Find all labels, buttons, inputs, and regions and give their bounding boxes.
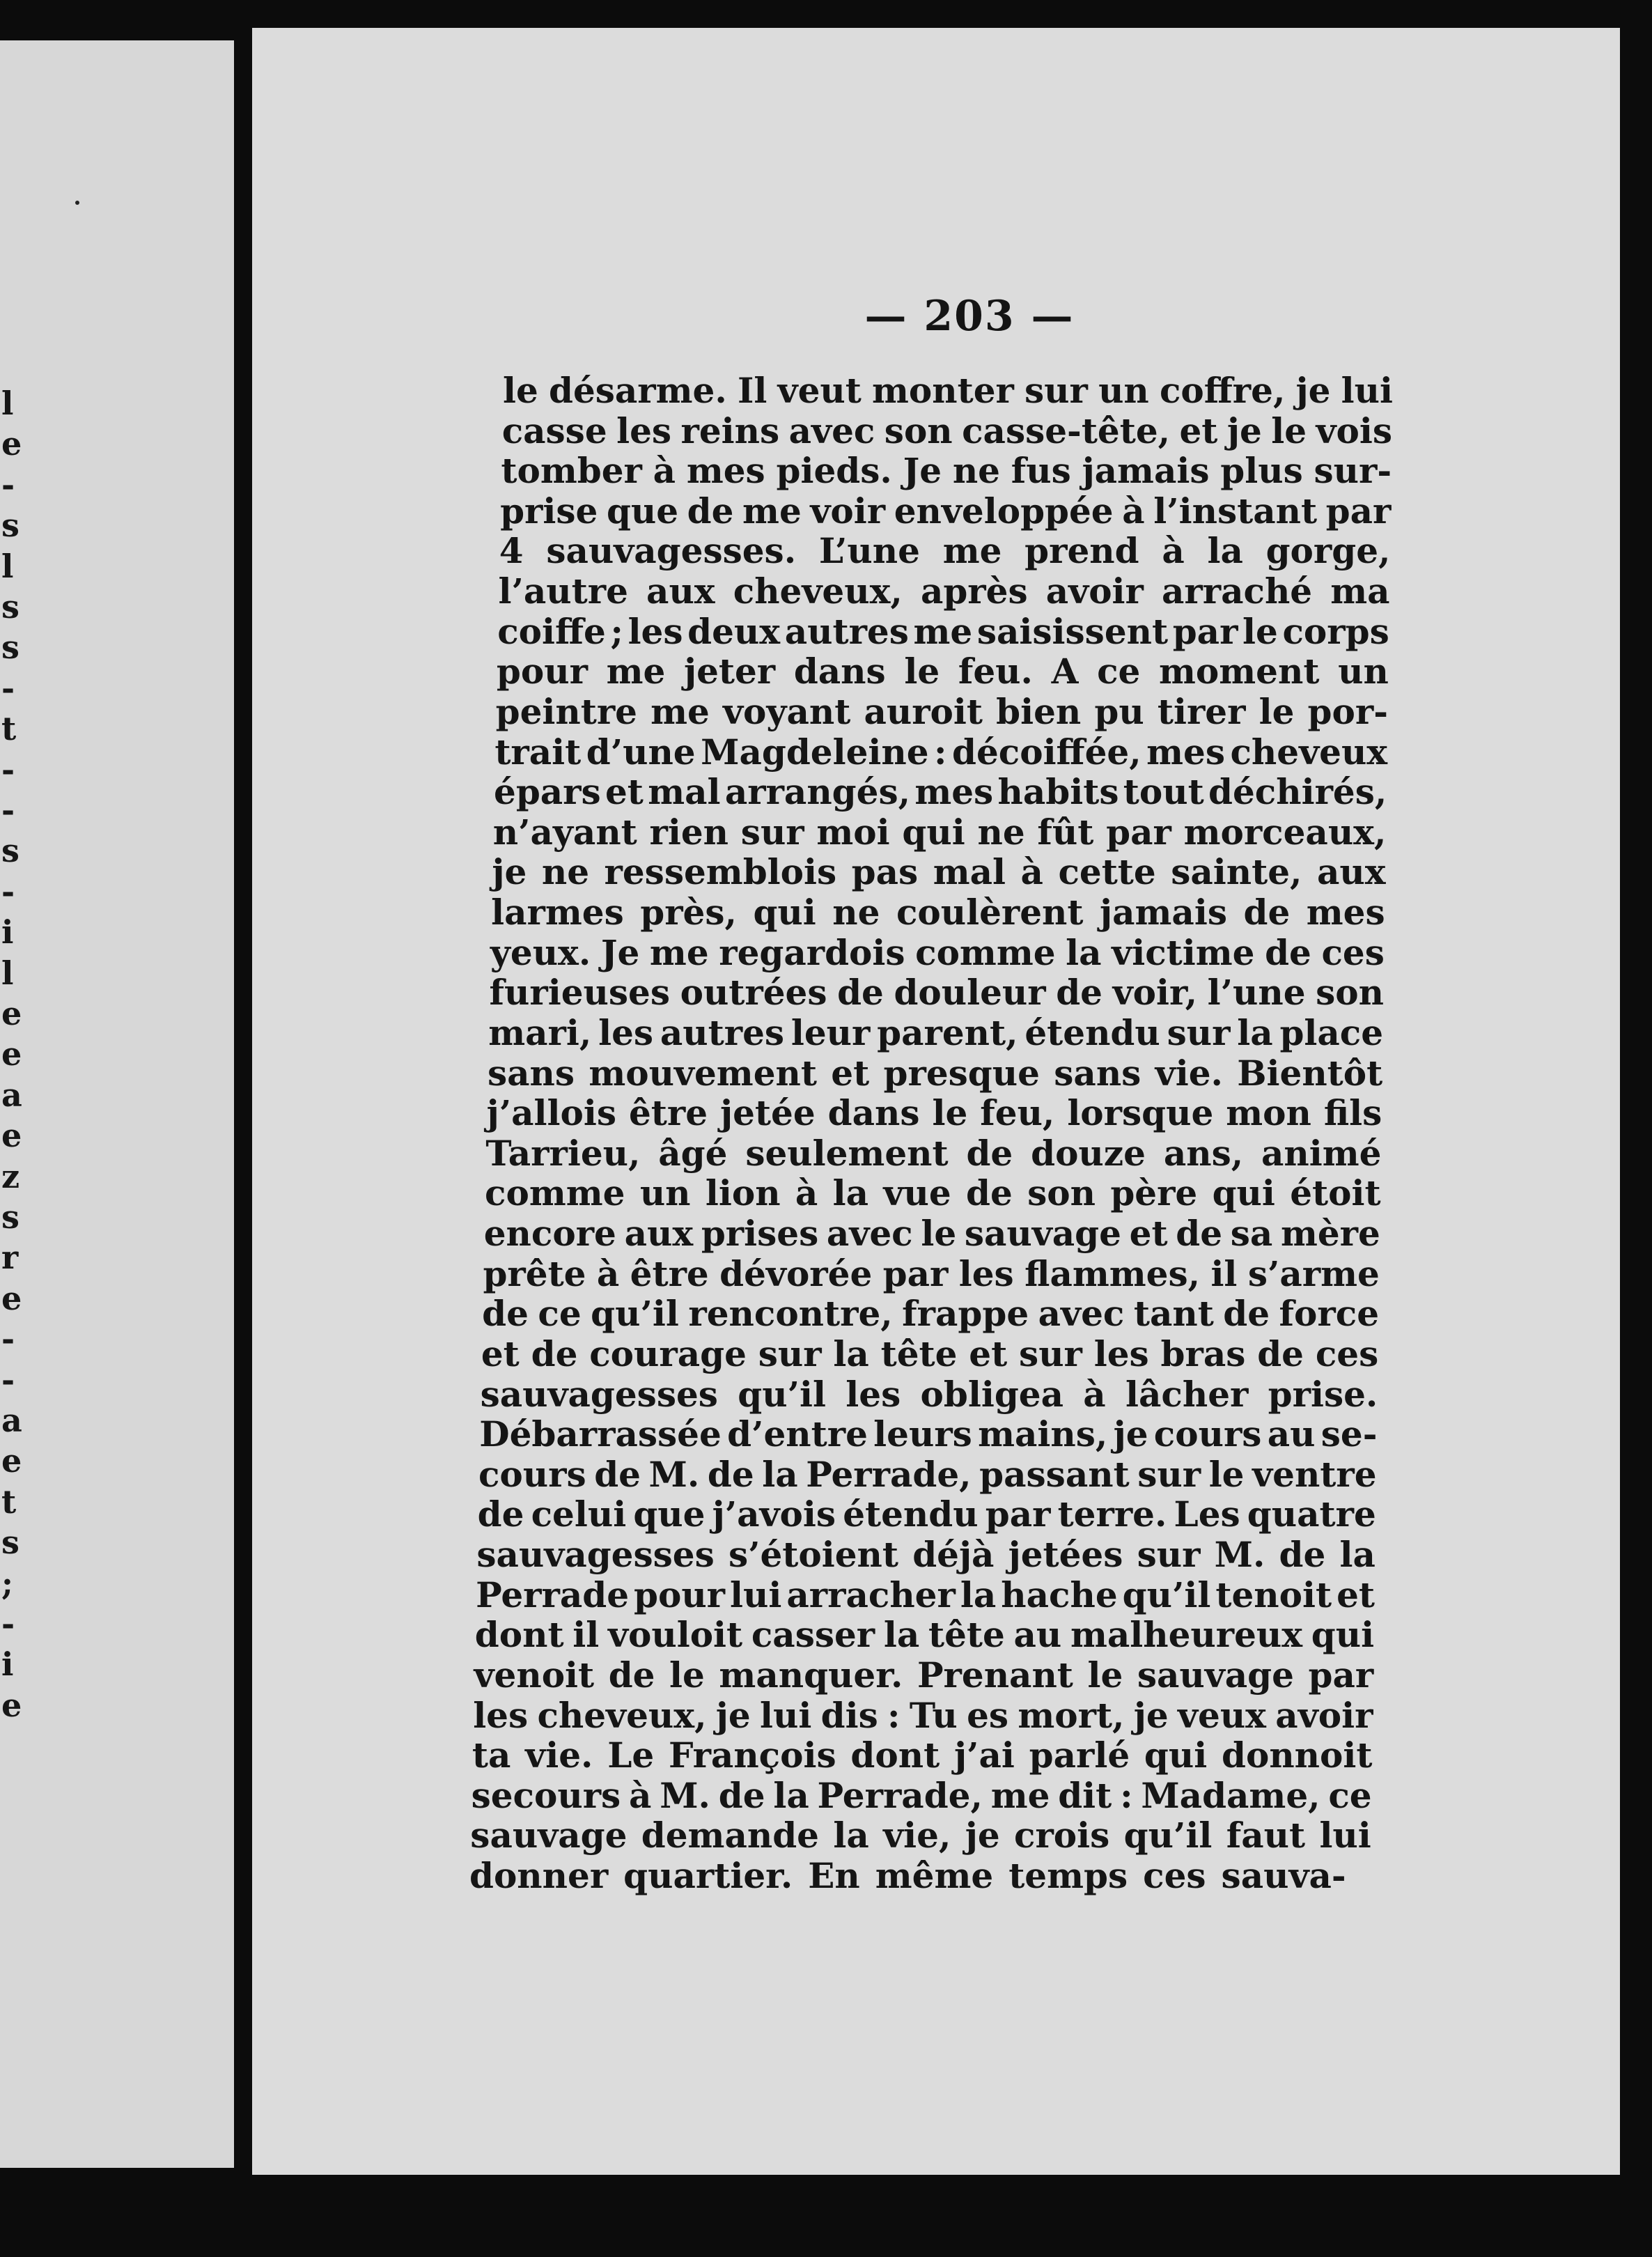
edge-character: l — [1, 547, 14, 585]
text-line: le désarme. Il veut monter sur un coffre, je lui — [503, 370, 1393, 411]
edge-character: s — [1, 1523, 20, 1562]
edge-character: a — [1, 1402, 22, 1439]
edge-character: ; — [1, 1564, 13, 1602]
text-line: trait d’une Magdeleine : décoiffée, mes cheveux — [494, 731, 1388, 773]
edge-character: l — [1, 954, 14, 992]
edge-character: z — [1, 1157, 20, 1195]
edge-character: - — [1, 1605, 15, 1643]
paper-speck — [75, 201, 79, 205]
text-line: comme un lion à la vue de son père qui étoit — [485, 1172, 1381, 1214]
text-line: furieuses outrées de douleur de voir, l’une son — [489, 972, 1385, 1014]
left-facing-page — [0, 40, 234, 2168]
text-line: venoit de le manquer. Prenant le sauvage par — [474, 1654, 1374, 1696]
text-line: secours à M. de la Perrade, me dit : Madame, ce — [471, 1774, 1372, 1816]
edge-character: e — [1, 1442, 22, 1480]
edge-character: s — [1, 1198, 20, 1236]
edge-character: s — [1, 832, 20, 870]
text-line: pour me jeter dans le feu. A ce moment un — [496, 651, 1389, 692]
edge-character: t — [1, 1482, 17, 1521]
text-line: sans mouvement et presque sans vie. Bientôt — [487, 1052, 1383, 1094]
text-line: cours de M. de la Perrade, passant sur le ventre — [478, 1453, 1377, 1495]
text-line: coiffe ; les deux autres me saisissent par le corps — [497, 610, 1389, 652]
text-line: sauvagesses qu’il les obligea à lâcher prise. — [480, 1373, 1378, 1415]
text-line: Perrade pour lui arracher la hache qu’il tenoit et — [476, 1574, 1376, 1615]
text-line: tomber à mes pieds. Je ne fus jamais plus sur- — [501, 450, 1392, 492]
edge-character: - — [1, 872, 15, 910]
edge-character: s — [1, 588, 20, 626]
edge-character: l — [1, 385, 14, 422]
text-line: j’allois être jetée dans le feu, lorsque mon fils — [486, 1092, 1382, 1134]
edge-character: - — [1, 1360, 15, 1399]
edge-character: s — [1, 506, 20, 545]
text-line: de ce qu’il rencontre, frappe avec tant de force — [482, 1293, 1380, 1335]
edge-character: t — [1, 710, 17, 748]
edge-character: - — [1, 669, 15, 707]
text-line: de celui que j’avois étendu par terre. Les quatre — [477, 1494, 1376, 1535]
edge-character: - — [1, 791, 15, 829]
edge-character: e — [1, 1279, 22, 1317]
text-line: n’ayant rien sur moi qui ne fût par morceaux, — [492, 811, 1387, 853]
edge-character: a — [1, 1076, 22, 1114]
text-line: dont il vouloit casser la tête au malheureux qui — [474, 1614, 1375, 1656]
text-line: donner quartier. En même temps ces sauva- — [469, 1855, 1346, 1896]
text-line: prête à être dévorée par les flammes, il s’arme — [483, 1252, 1380, 1294]
text-line: casse les reins avec son casse-tête, et je le vois — [501, 410, 1393, 451]
edge-character: i — [1, 913, 14, 952]
edge-character: r — [1, 1239, 19, 1277]
text-line: ta vie. Le François dont j’ai parlé qui donnoit — [472, 1735, 1373, 1776]
text-line: prise que de me voir enveloppée à l’instant par — [500, 490, 1392, 532]
text-line: sauvagesses s’étoient déjà jetées sur M. de la — [476, 1534, 1376, 1576]
edge-character: - — [1, 465, 15, 504]
edge-character: e — [1, 1686, 22, 1724]
edge-character: e — [1, 425, 22, 463]
text-line: épars et mal arrangés, mes habits tout déchirés, — [494, 771, 1387, 813]
edge-character: e — [1, 1117, 22, 1155]
text-line: et de courage sur la tête et sur les bras de ces — [481, 1333, 1379, 1374]
edge-character: - — [1, 1320, 15, 1358]
text-line: sauvage demande la vie, je crois qu’il faut lui — [470, 1815, 1371, 1856]
edge-character: e — [1, 1035, 22, 1073]
book-page — [252, 28, 1620, 2175]
text-line: peintre me voyant auroit bien pu tirer le por- — [495, 690, 1388, 732]
text-line: 4 sauvagesses. L’une me prend à la gorge, — [499, 530, 1391, 572]
text-line: les cheveux, je lui dis : Tu es mort, je veux avoir — [473, 1694, 1373, 1736]
text-line: je ne ressemblois pas mal à cette sainte, aux — [492, 851, 1386, 893]
text-line: larmes près, qui ne coulèrent jamais de mes — [491, 892, 1385, 933]
edge-character: s — [1, 628, 20, 667]
text-line: Tarrieu, âgé seulement de douze ans, animé — [485, 1132, 1382, 1174]
text-line: encore aux prises avec le sauvage et de sa mère — [483, 1213, 1380, 1255]
edge-character: i — [1, 1645, 14, 1684]
edge-character: e — [1, 995, 22, 1032]
text-line: Débarrassée d’entre leurs mains, je cours au se- — [479, 1413, 1378, 1455]
page-number: — 203 — — [864, 292, 1075, 341]
edge-character: - — [1, 750, 15, 789]
text-line: l’autre aux cheveux, après avoir arraché ma — [498, 571, 1390, 612]
text-line: yeux. Je me regardois comme la victime de ces — [490, 931, 1385, 973]
text-line: mari, les autres leur parent, étendu sur la place — [488, 1011, 1384, 1053]
